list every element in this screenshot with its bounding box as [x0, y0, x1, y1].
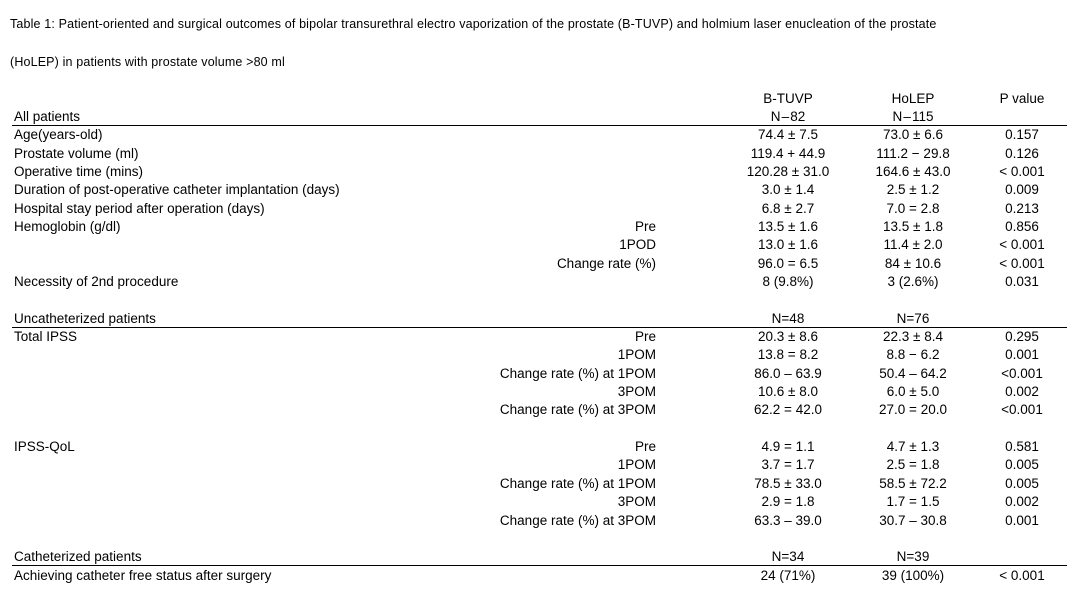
cell-holep: 50.4 – 64.2: [879, 366, 947, 381]
cell-b-tuvp: 119.4 + 44.9: [750, 146, 826, 161]
cell-p-value: 0.002: [1005, 494, 1039, 509]
row-sublabel: Pre: [634, 439, 656, 454]
row-label: Age(years-old): [14, 127, 103, 142]
row-label: Duration of post-operative catheter implantation (days): [14, 182, 340, 197]
cell-b-tuvp: 96.0 = 6.5: [757, 256, 819, 271]
table-row: [0, 328, 1080, 346]
cell-p-value: 0.001: [1005, 513, 1039, 528]
row-sublabel: Change rate (%) at 3POM: [499, 513, 656, 528]
table-row: [0, 438, 1080, 456]
group-size-holep: N=76: [896, 311, 930, 326]
table-row: [0, 255, 1080, 273]
row-sublabel: 1POM: [617, 347, 656, 362]
cell-holep: 11.4 ± 2.0: [883, 237, 943, 252]
row-label: Hospital stay period after operation (days): [14, 201, 265, 216]
cell-holep: 111.2 − 29.8: [876, 146, 950, 161]
cell-b-tuvp: 78.5 ± 33.0: [754, 476, 822, 491]
table-caption-continued: (HoLEP) in patients with prostate volume >80 ml: [10, 55, 285, 69]
cell-p-value: 0.157: [1005, 127, 1039, 142]
table-row: [0, 163, 1080, 181]
table-row: [0, 200, 1080, 218]
table-row: [0, 512, 1080, 530]
cell-b-tuvp: 62.2 = 42.0: [754, 402, 822, 417]
row-sublabel: 3POM: [617, 384, 656, 399]
section-header-uncatheterized-patients: [0, 310, 1080, 328]
cell-holep: 2.5 = 1.8: [886, 457, 940, 472]
cell-holep: 3 (2.6%): [887, 274, 939, 289]
cell-p-value: 0.005: [1005, 457, 1039, 472]
cell-b-tuvp: 2.9 = 1.8: [761, 494, 815, 509]
cell-holep: 164.6 ± 43.0: [875, 164, 951, 179]
group-size-holep: N=39: [896, 549, 930, 564]
cell-holep: 39 (100%): [881, 568, 945, 583]
cell-p-value: 0.002: [1005, 384, 1039, 399]
row-label: Total IPSS: [14, 329, 78, 344]
table-row: [0, 346, 1080, 364]
section-header-catheterized-patients: [0, 548, 1080, 566]
cell-p-value: < 0.001: [999, 256, 1045, 271]
row-sublabel: Change rate (%): [556, 256, 656, 271]
cell-p-value: 0.213: [1005, 201, 1039, 216]
table-row: [0, 181, 1080, 199]
group-size-b-tuvp: N – 82: [770, 109, 806, 124]
cell-b-tuvp: 74.4 ± 7.5: [758, 127, 818, 142]
cell-p-value: <0.001: [1001, 402, 1043, 417]
cell-p-value: 0.005: [1005, 476, 1039, 491]
cell-b-tuvp: 63.3 – 39.0: [754, 513, 822, 528]
cell-b-tuvp: 13.0 ± 1.6: [758, 237, 818, 252]
cell-b-tuvp: 13.8 = 8.2: [757, 347, 819, 362]
row-sublabel: Change rate (%) at 1POM: [499, 476, 656, 491]
group-size-b-tuvp: N=34: [771, 549, 805, 564]
group-size-holep: N – 115: [892, 109, 934, 124]
section-header-all-patients: [0, 108, 1080, 126]
row-sublabel: 3POM: [617, 494, 656, 509]
cell-holep: 6.0 ± 5.0: [886, 384, 940, 399]
cell-b-tuvp: 4.9 = 1.1: [761, 439, 815, 454]
row-sublabel: Change rate (%) at 1POM: [499, 366, 656, 381]
row-sublabel: Change rate (%) at 3POM: [499, 402, 656, 417]
row-label: Hemoglobin (g/dl): [14, 219, 121, 234]
row-label: Prostate volume (ml): [14, 146, 139, 161]
cell-b-tuvp: 8 (9.8%): [762, 274, 814, 289]
table-row: [0, 365, 1080, 383]
table-row: [0, 475, 1080, 493]
column-header-p-value: P value: [999, 91, 1045, 106]
table-row: [0, 401, 1080, 419]
row-sublabel: Pre: [634, 219, 656, 234]
table-caption: Table 1: Patient-oriented and surgical outcomes of bipolar transurethral electro vaporization of the prostate (B-TUVP) and holmium laser enucleation of the prostate: [10, 17, 937, 31]
column-header-row: [0, 90, 1080, 108]
cell-holep: 8.8 − 6.2: [886, 347, 940, 362]
cell-b-tuvp: 120.28 ± 31.0: [746, 164, 830, 179]
row-label: Achieving catheter free status after surgery: [14, 568, 272, 583]
table-row: [0, 383, 1080, 401]
cell-b-tuvp: 3.7 = 1.7: [761, 457, 815, 472]
row-label: IPSS-QoL: [14, 439, 75, 454]
column-header-b-tuvp: B-TUVP: [763, 91, 813, 106]
cell-holep: 1.7 = 1.5: [886, 494, 940, 509]
table-row: [0, 493, 1080, 511]
cell-p-value: < 0.001: [999, 568, 1045, 583]
cell-p-value: 0.001: [1005, 347, 1039, 362]
cell-b-tuvp: 86.0 – 63.9: [754, 366, 822, 381]
cell-holep: 30.7 – 30.8: [879, 513, 947, 528]
table-row: [0, 567, 1080, 585]
cell-holep: 2.5 ± 1.2: [886, 182, 940, 197]
table-row: [0, 218, 1080, 236]
cell-p-value: 0.126: [1005, 146, 1039, 161]
section-rule: [12, 565, 1067, 566]
cell-p-value: 0.295: [1005, 329, 1039, 344]
cell-p-value: < 0.001: [999, 164, 1045, 179]
cell-b-tuvp: 10.6 ± 8.0: [758, 384, 818, 399]
row-sublabel: Pre: [634, 329, 656, 344]
section-label: Uncatheterized patients: [14, 311, 156, 326]
cell-holep: 58.5 ± 72.2: [879, 476, 947, 491]
section-label: Catheterized patients: [14, 549, 142, 564]
table-row: [0, 236, 1080, 254]
table-row: [0, 273, 1080, 291]
row-label: Operative time (mins): [14, 164, 144, 179]
cell-b-tuvp: 3.0 ± 1.4: [761, 182, 815, 197]
cell-p-value: <0.001: [1001, 366, 1043, 381]
table-row: [0, 145, 1080, 163]
cell-holep: 13.5 ± 1.8: [883, 219, 943, 234]
group-size-b-tuvp: N=48: [771, 311, 805, 326]
cell-p-value: < 0.001: [999, 237, 1045, 252]
cell-holep: 22.3 ± 8.4: [883, 329, 943, 344]
cell-b-tuvp: 13.5 ± 1.6: [758, 219, 818, 234]
cell-p-value: 0.581: [1005, 439, 1039, 454]
row-sublabel: 1POD: [619, 237, 656, 252]
column-header-holep: HoLEP: [891, 91, 935, 106]
cell-holep: 7.0 = 2.8: [886, 201, 940, 216]
cell-holep: 73.0 ± 6.6: [883, 127, 943, 142]
cell-b-tuvp: 20.3 ± 8.6: [758, 329, 818, 344]
cell-b-tuvp: 6.8 ± 2.7: [761, 201, 815, 216]
row-label: Necessity of 2nd procedure: [14, 274, 179, 289]
cell-p-value: 0.009: [1005, 182, 1039, 197]
cell-b-tuvp: 24 (71%): [760, 568, 816, 583]
cell-p-value: 0.856: [1005, 219, 1039, 234]
cell-holep: 27.0 = 20.0: [879, 402, 947, 417]
cell-holep: 4.7 ± 1.3: [886, 439, 940, 454]
cell-holep: 84 ± 10.6: [884, 256, 942, 271]
section-label: All patients: [14, 109, 81, 124]
table-row: [0, 456, 1080, 474]
cell-p-value: 0.031: [1005, 274, 1039, 289]
table-row: [0, 126, 1080, 144]
row-sublabel: 1POM: [617, 457, 656, 472]
